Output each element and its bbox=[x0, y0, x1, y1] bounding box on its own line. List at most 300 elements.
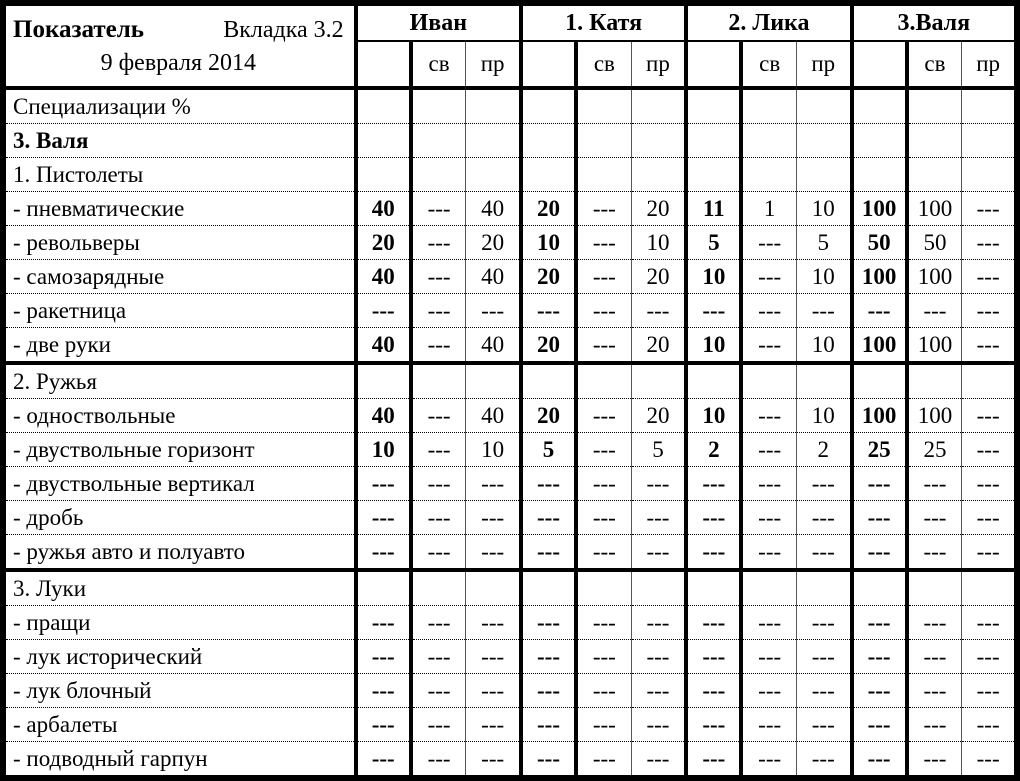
table-row bbox=[3, 570, 1017, 606]
data-cell: 10 bbox=[521, 226, 576, 260]
row-label: - двуствольные горизонт bbox=[3, 433, 356, 467]
data-cell: --- bbox=[356, 467, 411, 501]
table-row bbox=[3, 192, 1017, 226]
data-cell: 10 bbox=[356, 433, 411, 467]
data-cell: 100 bbox=[852, 399, 907, 433]
data-cell: --- bbox=[962, 467, 1017, 501]
data-cell: --- bbox=[962, 708, 1017, 742]
data-cell: --- bbox=[741, 399, 796, 433]
data-cell: --- bbox=[686, 742, 741, 779]
data-cell: 5 bbox=[631, 433, 686, 467]
data-cell bbox=[521, 88, 576, 124]
data-cell: --- bbox=[576, 501, 631, 535]
data-cell: --- bbox=[741, 708, 796, 742]
data-cell: --- bbox=[796, 535, 851, 571]
data-cell bbox=[411, 88, 466, 124]
group-header-valya: 3.Валя bbox=[852, 3, 1017, 41]
data-cell: 10 bbox=[796, 192, 851, 226]
subcol-pr-header: пр bbox=[631, 41, 686, 88]
data-cell bbox=[686, 363, 741, 399]
data-cell bbox=[741, 363, 796, 399]
data-cell: 100 bbox=[907, 192, 962, 226]
subcol-value-header bbox=[521, 41, 576, 88]
data-cell bbox=[356, 363, 411, 399]
data-cell bbox=[962, 570, 1017, 606]
subcol-sv-header: св bbox=[907, 41, 962, 88]
data-cell: --- bbox=[521, 708, 576, 742]
data-cell: 20 bbox=[521, 328, 576, 364]
table-row bbox=[3, 399, 1017, 433]
data-cell: --- bbox=[466, 535, 521, 571]
data-cell: --- bbox=[521, 674, 576, 708]
subcol-value-header bbox=[686, 41, 741, 88]
row-label: - арбалеты bbox=[3, 708, 356, 742]
data-cell: --- bbox=[907, 467, 962, 501]
data-cell: --- bbox=[466, 467, 521, 501]
data-cell bbox=[907, 363, 962, 399]
table-row bbox=[3, 88, 1017, 124]
data-cell: 2 bbox=[796, 433, 851, 467]
data-cell: 20 bbox=[631, 399, 686, 433]
subcol-pr-header: пр bbox=[466, 41, 521, 88]
row-label: - самозарядные bbox=[3, 260, 356, 294]
data-cell: --- bbox=[741, 640, 796, 674]
group-header-ivan: Иван bbox=[356, 3, 521, 41]
data-cell: --- bbox=[852, 640, 907, 674]
data-cell bbox=[356, 570, 411, 606]
table-row bbox=[3, 640, 1017, 674]
data-cell bbox=[521, 158, 576, 192]
data-cell: --- bbox=[907, 674, 962, 708]
data-cell bbox=[521, 363, 576, 399]
data-cell bbox=[852, 363, 907, 399]
data-cell: --- bbox=[576, 294, 631, 328]
data-cell: --- bbox=[411, 640, 466, 674]
data-cell: 20 bbox=[631, 328, 686, 364]
subcol-pr-header: пр bbox=[962, 41, 1017, 88]
data-cell bbox=[411, 570, 466, 606]
data-cell: --- bbox=[796, 294, 851, 328]
data-cell: --- bbox=[852, 742, 907, 779]
data-cell: --- bbox=[411, 328, 466, 364]
data-cell: 1 bbox=[741, 192, 796, 226]
data-cell: --- bbox=[466, 501, 521, 535]
data-cell: --- bbox=[411, 260, 466, 294]
data-cell: --- bbox=[907, 501, 962, 535]
data-cell: 100 bbox=[907, 399, 962, 433]
data-cell: 40 bbox=[466, 192, 521, 226]
data-cell: --- bbox=[411, 535, 466, 571]
data-cell: --- bbox=[686, 294, 741, 328]
row-label: - пращи bbox=[3, 606, 356, 640]
data-cell: --- bbox=[411, 501, 466, 535]
data-cell: --- bbox=[466, 674, 521, 708]
row-label: - дробь bbox=[3, 501, 356, 535]
data-cell bbox=[796, 124, 851, 158]
data-cell bbox=[631, 158, 686, 192]
data-cell: --- bbox=[852, 467, 907, 501]
data-cell: --- bbox=[576, 535, 631, 571]
data-cell: --- bbox=[686, 535, 741, 571]
data-cell: 40 bbox=[356, 328, 411, 364]
data-cell: 5 bbox=[521, 433, 576, 467]
data-cell: --- bbox=[576, 742, 631, 779]
table-row bbox=[3, 708, 1017, 742]
data-cell bbox=[466, 363, 521, 399]
data-cell: --- bbox=[411, 399, 466, 433]
data-cell: --- bbox=[576, 640, 631, 674]
data-cell: --- bbox=[852, 501, 907, 535]
table-row bbox=[3, 742, 1017, 779]
data-cell: --- bbox=[466, 606, 521, 640]
data-cell: --- bbox=[576, 467, 631, 501]
data-cell: --- bbox=[741, 501, 796, 535]
data-cell: 10 bbox=[686, 260, 741, 294]
data-cell: --- bbox=[576, 192, 631, 226]
data-cell: --- bbox=[962, 294, 1017, 328]
data-cell bbox=[741, 158, 796, 192]
data-cell bbox=[907, 88, 962, 124]
data-cell bbox=[907, 158, 962, 192]
group-header-row bbox=[3, 3, 1017, 41]
data-cell: --- bbox=[576, 606, 631, 640]
table-row bbox=[3, 328, 1017, 364]
data-cell: --- bbox=[907, 535, 962, 571]
table-row bbox=[3, 606, 1017, 640]
data-cell bbox=[411, 363, 466, 399]
data-cell bbox=[686, 88, 741, 124]
data-cell: 20 bbox=[631, 192, 686, 226]
data-cell bbox=[356, 124, 411, 158]
data-cell: --- bbox=[356, 535, 411, 571]
data-cell: --- bbox=[411, 192, 466, 226]
data-cell bbox=[962, 124, 1017, 158]
data-cell: --- bbox=[962, 606, 1017, 640]
data-cell bbox=[466, 88, 521, 124]
data-cell: --- bbox=[741, 328, 796, 364]
row-label: - лук исторический bbox=[3, 640, 356, 674]
data-cell: --- bbox=[576, 399, 631, 433]
data-cell bbox=[741, 88, 796, 124]
data-cell bbox=[852, 88, 907, 124]
table-row bbox=[3, 433, 1017, 467]
data-cell: 100 bbox=[907, 328, 962, 364]
data-cell: --- bbox=[356, 674, 411, 708]
data-cell: 100 bbox=[852, 192, 907, 226]
data-cell: --- bbox=[796, 674, 851, 708]
data-cell: --- bbox=[411, 467, 466, 501]
data-cell: --- bbox=[962, 433, 1017, 467]
table-row bbox=[3, 674, 1017, 708]
data-cell: --- bbox=[576, 433, 631, 467]
data-cell: --- bbox=[686, 674, 741, 708]
data-cell: 20 bbox=[521, 399, 576, 433]
data-cell bbox=[907, 570, 962, 606]
data-cell bbox=[576, 570, 631, 606]
data-cell: --- bbox=[741, 260, 796, 294]
subcol-pr-header: пр bbox=[796, 41, 851, 88]
data-cell: --- bbox=[962, 640, 1017, 674]
data-cell: --- bbox=[521, 742, 576, 779]
data-cell bbox=[411, 124, 466, 158]
data-cell bbox=[741, 124, 796, 158]
data-cell: --- bbox=[466, 640, 521, 674]
data-cell: --- bbox=[741, 433, 796, 467]
table-row bbox=[3, 294, 1017, 328]
data-cell bbox=[521, 570, 576, 606]
data-cell: 50 bbox=[907, 226, 962, 260]
row-label: 3. Луки bbox=[3, 570, 356, 606]
data-cell: --- bbox=[741, 535, 796, 571]
data-cell: --- bbox=[962, 226, 1017, 260]
data-cell: --- bbox=[521, 501, 576, 535]
row-label: - лук блочный bbox=[3, 674, 356, 708]
data-cell: --- bbox=[521, 294, 576, 328]
data-cell: 10 bbox=[686, 328, 741, 364]
row-label: - пневматические bbox=[3, 192, 356, 226]
data-cell: --- bbox=[741, 742, 796, 779]
data-cell bbox=[962, 158, 1017, 192]
data-cell: --- bbox=[576, 260, 631, 294]
data-cell bbox=[686, 158, 741, 192]
data-cell: --- bbox=[852, 674, 907, 708]
date-label: 9 февраля 2014 bbox=[100, 49, 257, 76]
data-cell: --- bbox=[356, 742, 411, 779]
subcol-sv-header: св bbox=[741, 41, 796, 88]
data-cell: --- bbox=[796, 606, 851, 640]
table-row bbox=[3, 124, 1017, 158]
data-cell: 40 bbox=[466, 399, 521, 433]
subcol-value-header bbox=[356, 41, 411, 88]
data-cell bbox=[576, 88, 631, 124]
data-cell: 10 bbox=[631, 226, 686, 260]
data-cell bbox=[356, 88, 411, 124]
data-cell: 20 bbox=[521, 260, 576, 294]
group-header-katya: 1. Катя bbox=[521, 3, 686, 41]
table-row bbox=[3, 501, 1017, 535]
data-cell: --- bbox=[686, 467, 741, 501]
data-cell: --- bbox=[631, 606, 686, 640]
data-cell: 25 bbox=[907, 433, 962, 467]
data-cell: --- bbox=[962, 742, 1017, 779]
row-label: - двуствольные вертикал bbox=[3, 467, 356, 501]
row-label: 2. Ружья bbox=[3, 363, 356, 399]
data-cell bbox=[686, 124, 741, 158]
data-cell: --- bbox=[741, 606, 796, 640]
data-cell: 40 bbox=[466, 260, 521, 294]
data-cell: --- bbox=[411, 742, 466, 779]
data-cell: --- bbox=[631, 742, 686, 779]
data-cell: --- bbox=[907, 742, 962, 779]
page-title: Показатель bbox=[13, 15, 144, 43]
data-cell: 25 bbox=[852, 433, 907, 467]
data-cell: --- bbox=[356, 708, 411, 742]
data-cell: 11 bbox=[686, 192, 741, 226]
data-cell: --- bbox=[686, 501, 741, 535]
data-cell: --- bbox=[852, 294, 907, 328]
data-cell bbox=[741, 570, 796, 606]
data-cell: --- bbox=[521, 640, 576, 674]
data-cell bbox=[962, 88, 1017, 124]
data-cell: --- bbox=[411, 433, 466, 467]
data-cell: 100 bbox=[907, 260, 962, 294]
data-cell: --- bbox=[907, 708, 962, 742]
data-cell bbox=[852, 570, 907, 606]
data-cell: 2 bbox=[686, 433, 741, 467]
data-cell: --- bbox=[631, 501, 686, 535]
data-cell: --- bbox=[576, 708, 631, 742]
data-cell bbox=[576, 363, 631, 399]
row-label: - ракетница bbox=[3, 294, 356, 328]
row-label: 1. Пистолеты bbox=[3, 158, 356, 192]
data-cell: --- bbox=[796, 501, 851, 535]
data-cell: 100 bbox=[852, 328, 907, 364]
row-label: - одноствольные bbox=[3, 399, 356, 433]
data-cell bbox=[466, 158, 521, 192]
data-cell: --- bbox=[796, 467, 851, 501]
data-cell: --- bbox=[962, 501, 1017, 535]
row-label: - ружья авто и полуавто bbox=[3, 535, 356, 571]
data-cell: 5 bbox=[686, 226, 741, 260]
data-cell bbox=[796, 88, 851, 124]
data-cell: --- bbox=[741, 226, 796, 260]
subcol-value-header bbox=[852, 41, 907, 88]
data-cell: --- bbox=[631, 535, 686, 571]
data-cell: --- bbox=[521, 467, 576, 501]
data-cell: 20 bbox=[631, 260, 686, 294]
data-cell: --- bbox=[411, 606, 466, 640]
data-cell: --- bbox=[356, 294, 411, 328]
data-cell: --- bbox=[466, 708, 521, 742]
data-cell bbox=[962, 363, 1017, 399]
tab-label: Вкладка 3.2 bbox=[223, 16, 344, 43]
data-cell: --- bbox=[741, 467, 796, 501]
data-cell: --- bbox=[907, 640, 962, 674]
data-cell: --- bbox=[741, 674, 796, 708]
data-cell: 50 bbox=[852, 226, 907, 260]
data-cell bbox=[852, 158, 907, 192]
group-header-lika: 2. Лика bbox=[686, 3, 851, 41]
data-cell bbox=[576, 124, 631, 158]
data-cell: --- bbox=[796, 742, 851, 779]
data-cell: 5 bbox=[796, 226, 851, 260]
data-cell: --- bbox=[466, 294, 521, 328]
table-row bbox=[3, 467, 1017, 501]
data-cell: --- bbox=[631, 467, 686, 501]
data-cell: --- bbox=[852, 708, 907, 742]
data-cell bbox=[466, 124, 521, 158]
data-cell: --- bbox=[631, 674, 686, 708]
table-corner-cell bbox=[3, 3, 356, 88]
data-cell: --- bbox=[356, 640, 411, 674]
data-cell: --- bbox=[686, 708, 741, 742]
data-cell: --- bbox=[852, 535, 907, 571]
data-cell: 40 bbox=[356, 192, 411, 226]
row-label: Специализации % bbox=[3, 88, 356, 124]
data-cell: --- bbox=[907, 606, 962, 640]
data-cell: --- bbox=[631, 708, 686, 742]
data-cell: --- bbox=[962, 399, 1017, 433]
data-cell: --- bbox=[466, 742, 521, 779]
data-cell: --- bbox=[356, 606, 411, 640]
table-row bbox=[3, 260, 1017, 294]
row-label: - подводный гарпун bbox=[3, 742, 356, 779]
data-cell: --- bbox=[962, 674, 1017, 708]
data-cell: --- bbox=[411, 226, 466, 260]
row-label: - две руки bbox=[3, 328, 356, 364]
data-cell: --- bbox=[962, 535, 1017, 571]
data-cell bbox=[907, 124, 962, 158]
data-cell: --- bbox=[962, 260, 1017, 294]
data-cell: --- bbox=[907, 294, 962, 328]
data-cell bbox=[631, 88, 686, 124]
data-cell bbox=[521, 124, 576, 158]
data-cell: --- bbox=[576, 328, 631, 364]
data-cell: 10 bbox=[686, 399, 741, 433]
data-cell: 10 bbox=[796, 260, 851, 294]
table-row bbox=[3, 158, 1017, 192]
data-cell bbox=[796, 158, 851, 192]
data-cell: --- bbox=[796, 708, 851, 742]
data-cell: 10 bbox=[466, 433, 521, 467]
data-cell bbox=[631, 570, 686, 606]
data-cell: --- bbox=[576, 674, 631, 708]
data-cell bbox=[686, 570, 741, 606]
data-cell: --- bbox=[411, 674, 466, 708]
data-cell: --- bbox=[686, 640, 741, 674]
data-cell bbox=[796, 570, 851, 606]
data-cell bbox=[796, 363, 851, 399]
data-cell: --- bbox=[356, 501, 411, 535]
data-cell: 20 bbox=[356, 226, 411, 260]
data-cell bbox=[852, 124, 907, 158]
data-cell: --- bbox=[411, 708, 466, 742]
table-row bbox=[3, 363, 1017, 399]
data-cell: 40 bbox=[356, 399, 411, 433]
data-cell: --- bbox=[741, 294, 796, 328]
row-label: - револьверы bbox=[3, 226, 356, 260]
data-cell: --- bbox=[521, 535, 576, 571]
data-cell: 20 bbox=[466, 226, 521, 260]
data-cell: --- bbox=[631, 640, 686, 674]
data-cell bbox=[411, 158, 466, 192]
data-cell: --- bbox=[962, 328, 1017, 364]
row-label: 3. Валя bbox=[3, 124, 356, 158]
data-cell bbox=[576, 158, 631, 192]
data-cell: --- bbox=[411, 294, 466, 328]
table-row bbox=[3, 535, 1017, 571]
data-cell: --- bbox=[796, 640, 851, 674]
subcol-sv-header: св bbox=[576, 41, 631, 88]
data-cell: --- bbox=[686, 606, 741, 640]
data-cell: 10 bbox=[796, 328, 851, 364]
data-cell: --- bbox=[852, 606, 907, 640]
data-cell: 40 bbox=[356, 260, 411, 294]
data-cell bbox=[356, 158, 411, 192]
data-cell: 100 bbox=[852, 260, 907, 294]
data-cell bbox=[631, 363, 686, 399]
data-cell: --- bbox=[962, 192, 1017, 226]
data-cell: --- bbox=[521, 606, 576, 640]
data-cell: 40 bbox=[466, 328, 521, 364]
data-cell bbox=[631, 124, 686, 158]
data-cell: --- bbox=[576, 226, 631, 260]
data-cell bbox=[466, 570, 521, 606]
table-row bbox=[3, 226, 1017, 260]
data-cell: 10 bbox=[796, 399, 851, 433]
subcol-sv-header: св bbox=[411, 41, 466, 88]
table-body bbox=[3, 88, 1017, 778]
